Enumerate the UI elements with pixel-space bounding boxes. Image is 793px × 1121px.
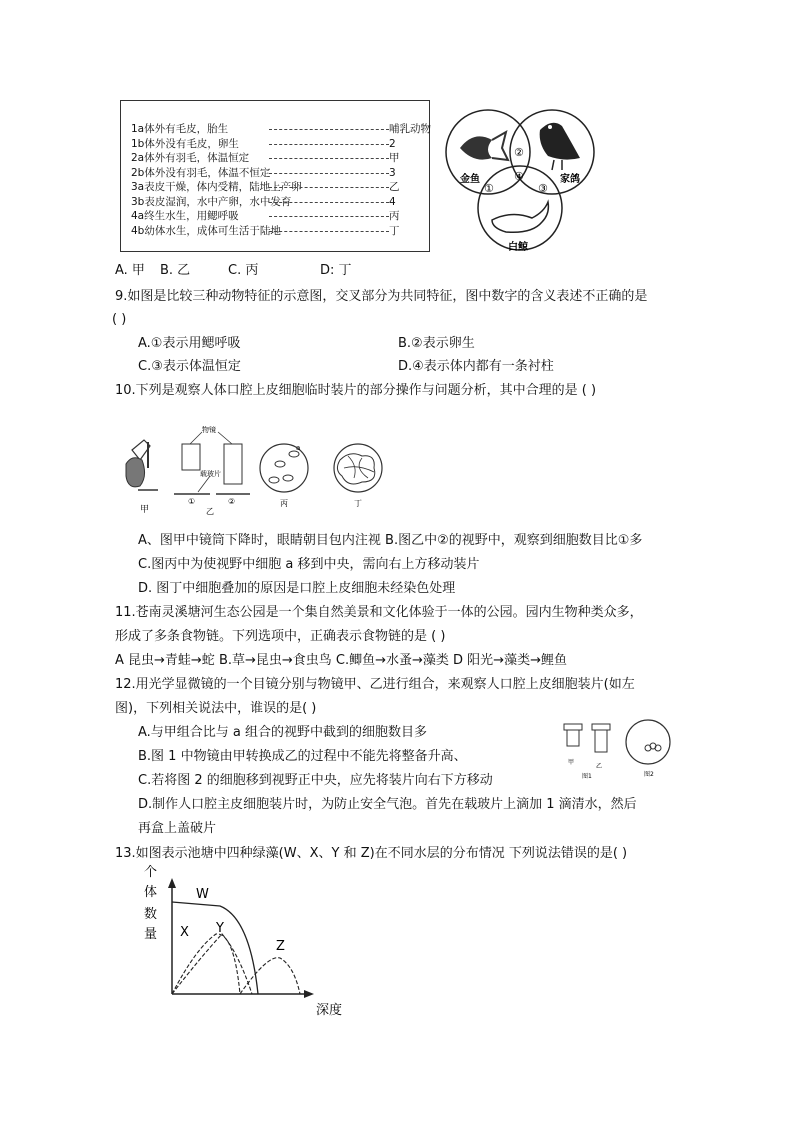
q12-label-yi: 乙 bbox=[596, 763, 603, 770]
key-row-result: 3 bbox=[389, 166, 396, 179]
q9-option-d: D.④表示体内都有一条衬柱 bbox=[398, 359, 554, 374]
q13-curve-x bbox=[172, 934, 240, 994]
q10-label-zaibopian: 载玻片 bbox=[200, 470, 221, 478]
key-row-text: 3b表皮湿润，水中产卵，水中发育 bbox=[131, 195, 292, 208]
venn-number-2: ② bbox=[514, 146, 524, 159]
q13-ylabel-3: 量 bbox=[144, 927, 158, 942]
q9-option-b: B.②表示卵生 bbox=[398, 336, 475, 351]
venn-label-whale: 白鲸 bbox=[508, 242, 528, 253]
venn-label-goldfish: 金鱼 bbox=[460, 174, 480, 185]
q13-y-arrow bbox=[168, 878, 176, 888]
q13-label-x: X bbox=[180, 925, 189, 940]
key-row-text: 4b幼体水生，成体可生活于陆地 bbox=[131, 224, 281, 237]
venn-label-pigeon: 家鸽 bbox=[560, 174, 580, 185]
q8-option-c: C. 丙 bbox=[228, 263, 259, 278]
q10-label-1: ① bbox=[188, 497, 196, 506]
q11-stem-line2: 形成了多条食物链。下列选项中，正确表示食物链的是 ( ) bbox=[115, 629, 446, 644]
q10-stem: 10.下列是观察人体口腔上皮细胞临时装片的部分操作与问题分析，其中合理的是 ( ) bbox=[115, 383, 597, 398]
dichotomous-key-box bbox=[120, 100, 430, 252]
venn-number-3: ③ bbox=[538, 182, 548, 195]
key-row-text: 1a体外有毛皮，胎生 bbox=[131, 123, 229, 135]
objective-lens-icon bbox=[174, 432, 250, 494]
q10-label-wujing: 物镜 bbox=[202, 426, 216, 434]
q12-option-d-line1: D.制作人口腔主皮细胞装片时，为防止安全气泡。首先在载玻片上滴加 1 滴清水，然后 bbox=[138, 797, 637, 812]
key-row-text: 2b体外没有羽毛，体温不恒定 bbox=[131, 166, 271, 179]
q13-curve-z bbox=[240, 958, 300, 994]
key-row-leader bbox=[269, 187, 389, 188]
key-row-leader bbox=[269, 129, 389, 130]
q11-options: A 昆虫→青蛙→蛇 B.草→昆虫→食虫鸟 C.鲫鱼→水蚤→藻类 D 阳光→藻类→鲤鱼 bbox=[115, 653, 567, 668]
q10-label-bing: 丙 bbox=[280, 499, 288, 508]
q9-option-a: A.①表示用鳃呼吸 bbox=[138, 336, 241, 351]
q8-option-a: A. 甲 bbox=[115, 263, 145, 278]
q9-stem: 9.如图是比较三种动物特征的示意图，交叉部分为共同特征，图中数字的含义表述不正确的是 bbox=[115, 289, 648, 304]
q9-paren: ( ) bbox=[112, 312, 127, 327]
key-row-result: 乙 bbox=[389, 181, 400, 193]
q8-option-d: D: 丁 bbox=[320, 263, 352, 278]
q12-stem-line1: 12.用光学显微镜的一个目镜分别与物镜甲、乙进行组合，来观察人口腔上皮细胞装片(如左 bbox=[115, 677, 635, 692]
microscope-view-fig2 bbox=[626, 720, 670, 764]
q13-label-w: W bbox=[196, 887, 209, 902]
q8-option-b: B. 乙 bbox=[160, 263, 191, 278]
q13-ylabel-1: 体 bbox=[144, 885, 158, 900]
key-row-leader bbox=[269, 173, 389, 174]
key-row-result: 丁 bbox=[389, 224, 400, 237]
q12-label-fig2: 图2 bbox=[644, 771, 654, 778]
q13-label-z: Z bbox=[276, 939, 285, 954]
whale-icon bbox=[492, 202, 548, 232]
q13-ylabel-2: 数 bbox=[144, 907, 158, 922]
venn-number-4: ④ bbox=[514, 170, 524, 183]
q13-stem: 13.如图表示池塘中四种绿藻(W、X、Y 和 Z)在不同水层的分布情况 下列说法错误的是( ) bbox=[115, 846, 628, 861]
q9-option-c: C.③表示体温恒定 bbox=[138, 359, 241, 374]
q10-option-d: D. 图丁中细胞叠加的原因是口腔上皮细胞未经染色处理 bbox=[138, 581, 456, 596]
q10-figure bbox=[118, 420, 398, 520]
q12-label-jia: 甲 bbox=[568, 759, 575, 766]
venn-number-1: ① bbox=[484, 182, 494, 195]
key-row-leader bbox=[269, 231, 389, 232]
key-row-text: 3a表皮干燥，体内受精，陆地上产卵 bbox=[131, 181, 302, 193]
microscope-view-bing bbox=[260, 444, 308, 492]
key-row-text: 2a体外有羽毛，体温恒定 bbox=[131, 152, 250, 164]
key-row-result: 4 bbox=[389, 195, 396, 208]
q10-label-yi: 乙 bbox=[206, 507, 214, 516]
q12-stem-line2: 图)，下列相关说法中，谁误的是( ) bbox=[115, 701, 317, 716]
q10-label-ding: 丁 bbox=[354, 499, 362, 508]
key-row-text: 1b体外没有毛皮，卵生 bbox=[131, 137, 239, 150]
microscope-icon bbox=[126, 440, 158, 490]
q10-label-a: a bbox=[296, 444, 301, 452]
q13-x-arrow bbox=[304, 990, 314, 998]
key-row-leader bbox=[269, 202, 389, 203]
key-row-result: 丙 bbox=[389, 210, 400, 222]
q10-label-jia: 甲 bbox=[140, 505, 150, 515]
q11-stem-line1: 11.苍南灵溪塘河生态公园是一个集自然美景和文化体验于一体的公园。园内生物种类众多， bbox=[115, 605, 643, 620]
objective-lens-pair-icon bbox=[564, 724, 610, 752]
pigeon-icon bbox=[540, 123, 580, 170]
q10-label-2: ② bbox=[228, 497, 236, 506]
key-row-result: 2 bbox=[389, 137, 396, 150]
key-row-leader bbox=[269, 158, 389, 159]
q12-figure bbox=[558, 716, 678, 780]
q13-ylabel-0: 个 bbox=[144, 865, 158, 880]
key-row-text: 4a终生水生，用鳃呼吸 bbox=[131, 210, 239, 222]
key-row-leader bbox=[269, 144, 389, 145]
microscope-view-ding bbox=[334, 444, 382, 492]
q13-label-y: Y bbox=[216, 921, 224, 936]
q10-option-ab: A、图甲中镜筒下降时，眼睛朝目包内注视 B.图乙中②的视野中，观察到细胞数目比①多 bbox=[138, 533, 643, 548]
q12-label-fig1: 图1 bbox=[582, 773, 592, 780]
key-row-leader bbox=[269, 216, 389, 217]
key-row-result: 哺乳动物 bbox=[389, 123, 431, 135]
q13-xlabel: 深度 bbox=[316, 1003, 343, 1018]
q12-option-b: B.图 1 中物镜由甲转换成乙的过程中不能先将整备升高、 bbox=[138, 749, 467, 764]
q12-option-a: A.与甲组合比与 a 组合的视野中截到的细胞数目多 bbox=[138, 725, 428, 740]
q13-curve-y bbox=[172, 934, 252, 994]
goldfish-icon bbox=[460, 132, 508, 160]
q10-option-c: C.图丙中为使视野中细胞 a 移到中央，需向右上方移动装片 bbox=[138, 557, 480, 572]
q12-option-d-line2: 再盒上盖破片 bbox=[138, 821, 217, 836]
q13-curve-w bbox=[172, 902, 258, 994]
q13-chart bbox=[140, 862, 370, 1022]
q12-option-c: C.若将图 2 的细胞移到视野正中央，应先将装片向右下方移动 bbox=[138, 773, 493, 788]
venn-diagram bbox=[440, 100, 610, 260]
key-row-result: 甲 bbox=[389, 152, 400, 164]
